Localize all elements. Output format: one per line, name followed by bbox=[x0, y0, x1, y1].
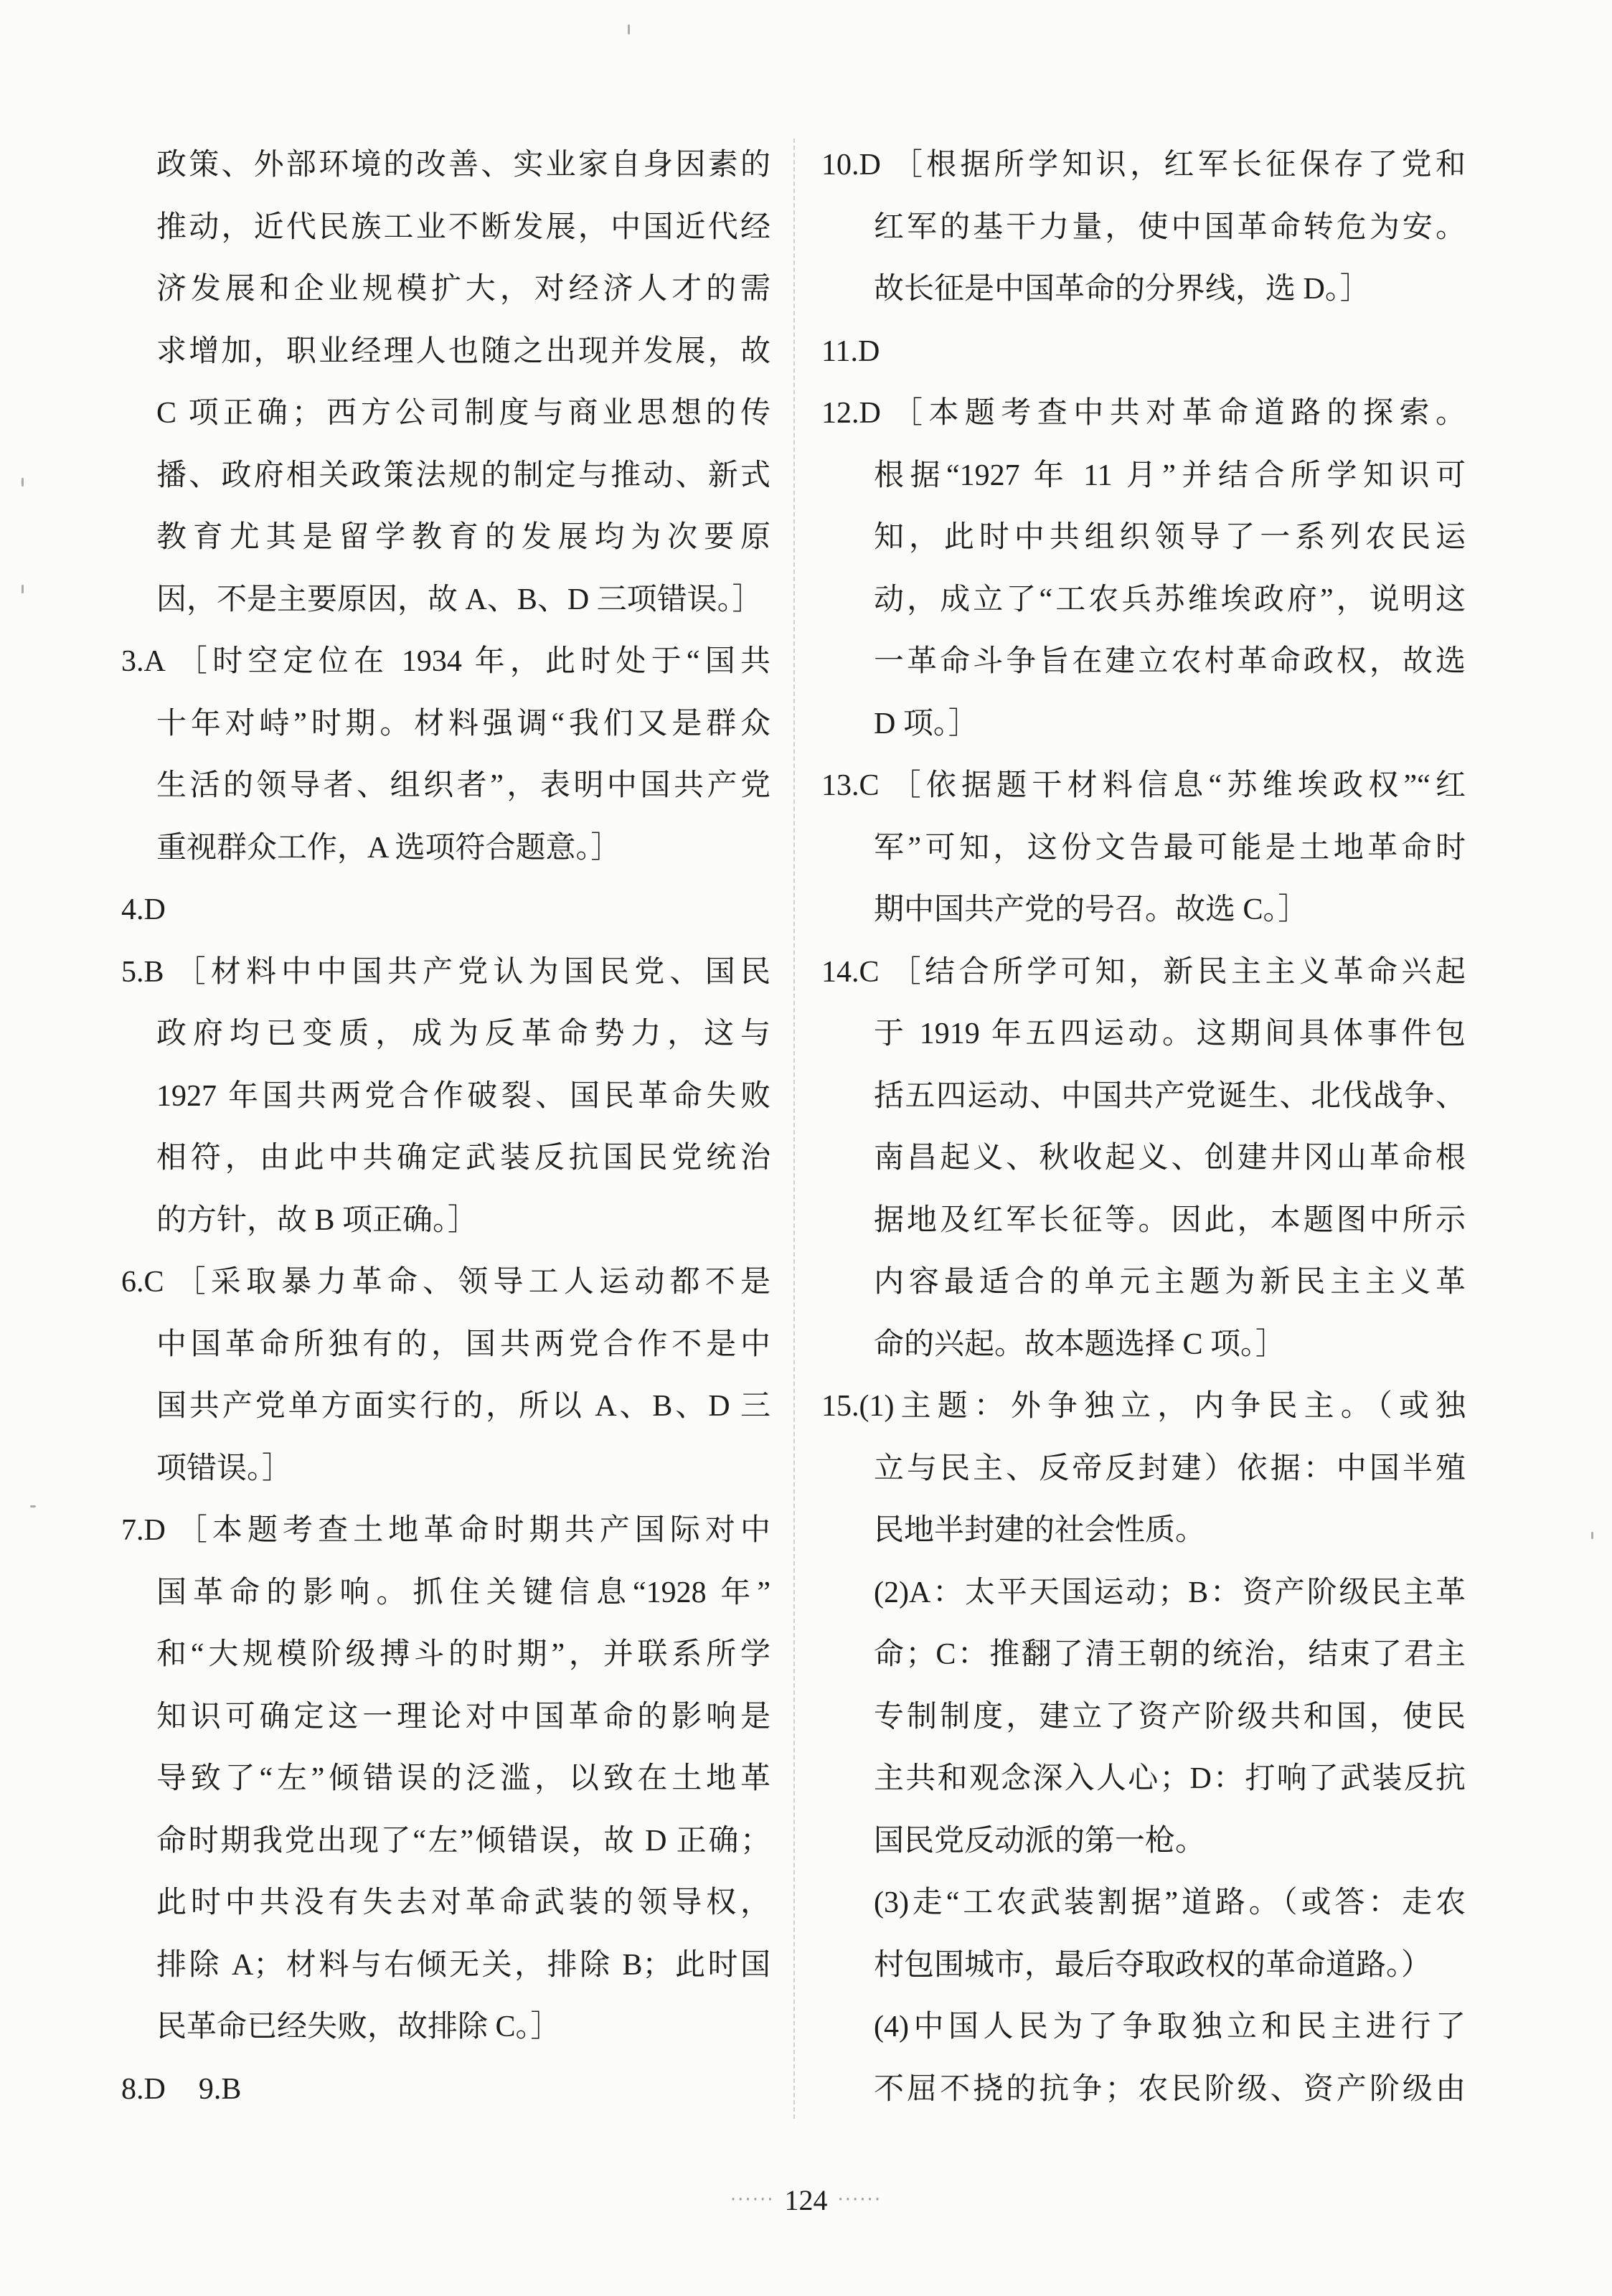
answer-number-label: 9.B bbox=[198, 2072, 242, 2106]
answer-text-line: (2)A：太平天国运动；B：资产阶级民主革 bbox=[874, 1576, 1466, 1609]
answer-text-line: 济发展和企业规模扩大，对经济人才的需 bbox=[156, 273, 770, 306]
answer-first-line bbox=[821, 321, 1466, 383]
answer-text-line: 因，不是主要原因，故 A、B、D 三项错误。］ bbox=[156, 583, 763, 616]
answer-text-line: 命的兴起。故本题选择 C 项。］ bbox=[874, 1327, 1286, 1361]
scan-speck bbox=[1591, 1532, 1593, 1539]
answer-text-line: 相符，由此中共确定武装反抗国民党统治 bbox=[156, 1142, 770, 1175]
answer-text-line: 知，此时中共组织领导了一系列农民运 bbox=[874, 521, 1466, 554]
answer-text-line: 红军的基干力量，使中国革命转危为安。 bbox=[874, 210, 1466, 244]
answer-text-line: 和“大规模阶级搏斗的时期”，并联系所学 bbox=[156, 1638, 770, 1671]
answer-text-line: C 项正确；西方公司制度与商业思想的传 bbox=[156, 397, 770, 430]
answer-text-line: 命；C：推翻了清王朝的统治，结束了君主 bbox=[874, 1638, 1466, 1671]
answer-number-label: 12.D bbox=[821, 397, 881, 430]
answer-paragraph bbox=[121, 134, 770, 631]
answer-number-label: 15. bbox=[821, 1390, 859, 1423]
scan-speck bbox=[628, 24, 630, 34]
answer-text-line: 播、政府相关政策法规的制定与推动、新式 bbox=[156, 458, 770, 492]
answer-number-label: 14.C bbox=[821, 955, 880, 989]
answer-text: ［本题考查土地革命时期共产国际对中 bbox=[176, 1514, 770, 1547]
answer-first-line bbox=[821, 941, 1466, 1004]
page-footer bbox=[0, 2178, 1612, 2221]
answer-text-line: 中国革命所独有的，国共两党合作不是中 bbox=[156, 1327, 770, 1361]
answer-text-line: 故长征是中国革命的分界线，选 D。］ bbox=[874, 273, 1370, 306]
answer-first-line bbox=[821, 1375, 1466, 1438]
answer-text-line: 此时中共没有失去对革命武装的领导权， bbox=[156, 1886, 770, 1919]
answer-number-label: 11.D bbox=[821, 334, 880, 368]
answer-text-line: 括五四运动、中国共产党诞生、北伐战争、 bbox=[874, 1079, 1466, 1113]
answer-text-line: 专制制度，建立了资产阶级共和国，使民 bbox=[874, 1700, 1466, 1733]
answer-number-label: 6.C bbox=[121, 1266, 164, 1299]
answer-text-line: 国共产党单方面实行的，所以 A、B、D 三 bbox=[156, 1390, 770, 1423]
answer-text-line: 立与民主、反帝反封建）依据：中国半殖 bbox=[874, 1452, 1466, 1485]
answer-text-line: 南昌起义、秋收起义、创建井冈山革命根 bbox=[874, 1142, 1466, 1175]
answer-paragraph bbox=[821, 1562, 1466, 1873]
answer-text-line: 项错误。］ bbox=[156, 1452, 293, 1485]
answer-first-line bbox=[121, 941, 770, 1004]
answer-text: ［根据所学知识，红军长征保存了党和 bbox=[892, 149, 1466, 182]
scan-speck bbox=[22, 585, 24, 593]
answer-item bbox=[121, 1500, 770, 2059]
scan-speck bbox=[22, 478, 24, 486]
answer-text-line: 重视群众工作，A 选项符合题意。］ bbox=[156, 831, 621, 865]
answer-text-line: 国革命的影响。抓住关键信息“1928 年” bbox=[156, 1576, 770, 1609]
answer-number-label: 10.D bbox=[821, 149, 881, 182]
answer-text-line: 政策、外部环境的改善、实业家自身因素的 bbox=[156, 149, 770, 182]
answer-item bbox=[121, 879, 770, 941]
column-divider bbox=[793, 138, 795, 2119]
answer-text-line: 国民党反动派的第一枪。 bbox=[874, 1824, 1206, 1858]
answer-number-label: 4.D bbox=[121, 893, 166, 926]
answer-number-label: 13.C bbox=[821, 769, 880, 802]
footer-dots-right: ······ bbox=[837, 2189, 882, 2211]
answer-text-line: 导致了“左”倾错误的泛滥，以致在土地革 bbox=[156, 1762, 770, 1795]
answer-item bbox=[821, 755, 1466, 941]
answer-text-line: 内容最适合的单元主题为新民主主义革 bbox=[874, 1266, 1466, 1299]
right-column bbox=[821, 134, 1466, 2120]
answer-first-line bbox=[121, 631, 770, 693]
answer-first-line bbox=[121, 879, 770, 941]
answer-text: ［依据题干材料信息“苏维埃政权”“红 bbox=[890, 769, 1466, 802]
answer-number-label: 5.B bbox=[121, 955, 164, 989]
answer-text: ［结合所学可知，新民主主义革命兴起 bbox=[890, 955, 1466, 989]
answer-text-line: 一革命斗争旨在建立农村革命政权，故选 bbox=[874, 645, 1466, 678]
answer-paragraph bbox=[821, 1996, 1466, 2120]
answer-first-line bbox=[821, 755, 1466, 817]
answer-text-line: 民革命已经失败，故排除 C。］ bbox=[156, 2010, 561, 2043]
footer-dots-left: ······ bbox=[730, 2189, 775, 2211]
answer-item bbox=[821, 941, 1466, 1376]
answer-item bbox=[121, 631, 770, 879]
answer-number-label: 3.A bbox=[121, 645, 166, 678]
answer-text-line: 政府均已变质，成为反革命势力，这与 bbox=[156, 1017, 770, 1050]
answer-item bbox=[121, 941, 770, 1252]
answer-text: (1)主题：外争独立，内争民主。（或独 bbox=[859, 1390, 1466, 1423]
answer-text-line: 根据“1927 年 11 月”并结合所学知识可 bbox=[874, 458, 1466, 492]
answer-text: ［时空定位在 1934 年，此时处于“国共 bbox=[176, 645, 770, 678]
answer-text-line: 期中国共产党的号召。故选 C。］ bbox=[874, 893, 1309, 926]
answer-text-line: 不屈不挠的抗争；农民阶级、资产阶级由 bbox=[874, 2072, 1466, 2106]
answer-text: ［材料中中国共产党认为国民党、国民 bbox=[175, 955, 770, 989]
answer-first-line bbox=[821, 382, 1466, 445]
answer-text-line: 排除 A；材料与右倾无关，排除 B；此时国 bbox=[156, 1948, 770, 1982]
answer-text-line: 教育尤其是留学教育的发展均为次要原 bbox=[156, 521, 770, 554]
answer-number-label: 8.D bbox=[121, 2072, 166, 2106]
scan-speck bbox=[30, 1505, 36, 1507]
answer-text-line: 知识可确定这一理论对中国革命的影响是 bbox=[156, 1700, 770, 1733]
answer-text-line: 生活的领导者、组织者”，表明中国共产党 bbox=[156, 769, 770, 802]
answer-text-line: 村包围城市，最后夺取政权的革命道路。） bbox=[874, 1948, 1432, 1982]
answer-text-line: 于 1919 年五四运动。这期间具体事件包 bbox=[874, 1017, 1466, 1050]
answer-number-label: 7.D bbox=[121, 1514, 166, 1547]
answer-text-line: 据地及红军长征等。因此，本题图中所示 bbox=[874, 1203, 1466, 1237]
answer-text-line: 民地半封建的社会性质。 bbox=[874, 1514, 1206, 1547]
answer-item bbox=[121, 1251, 770, 1500]
answer-text-line: D 项。］ bbox=[874, 707, 979, 740]
answer-first-line bbox=[121, 1500, 770, 1562]
answer-first-line bbox=[121, 2059, 770, 2121]
answer-text-line: (3)走“工农武装割据”道路。（或答：走农 bbox=[874, 1886, 1466, 1919]
answer-text-line: 推动，近代民族工业不断发展，中国近代经 bbox=[156, 210, 770, 244]
answer-item bbox=[821, 382, 1466, 755]
answer-text-line: 军”可知，这份文告最可能是土地革命时 bbox=[874, 831, 1466, 865]
answer-text: ［采取暴力革命、领导工人运动都不是 bbox=[175, 1266, 770, 1299]
answer-first-line bbox=[121, 1251, 770, 1314]
answer-item bbox=[121, 2059, 770, 2121]
page-number: 124 bbox=[784, 2183, 828, 2216]
answer-text-line: 动，成立了“工农兵苏维埃政府”，说明这 bbox=[874, 583, 1466, 616]
answer-text-line: 主共和观念深入人心；D：打响了武装反抗 bbox=[874, 1762, 1466, 1795]
answer-item bbox=[821, 321, 1466, 383]
answer-text-line: 的方针，故 B 项正确。］ bbox=[156, 1203, 479, 1237]
answer-text: ［本题考查中共对革命道路的探索。 bbox=[892, 397, 1466, 430]
answer-first-line bbox=[821, 134, 1466, 197]
answer-item bbox=[821, 1375, 1466, 1562]
answer-text-line: 1927 年国共两党合作破裂、国民革命失败 bbox=[156, 1079, 770, 1113]
answer-text-line: 命时期我党出现了“左”倾错误，故 D 正确； bbox=[156, 1824, 770, 1858]
answer-paragraph bbox=[821, 1872, 1466, 1996]
answer-item bbox=[821, 134, 1466, 321]
answer-text-line: (4)中国人民为了争取独立和民主进行了 bbox=[874, 2010, 1466, 2043]
answer-text-line: 十年对峙”时期。材料强调“我们又是群众 bbox=[156, 707, 770, 740]
left-column bbox=[121, 134, 770, 2120]
answer-text-line: 求增加，职业经理人也随之出现并发展，故 bbox=[156, 334, 770, 368]
